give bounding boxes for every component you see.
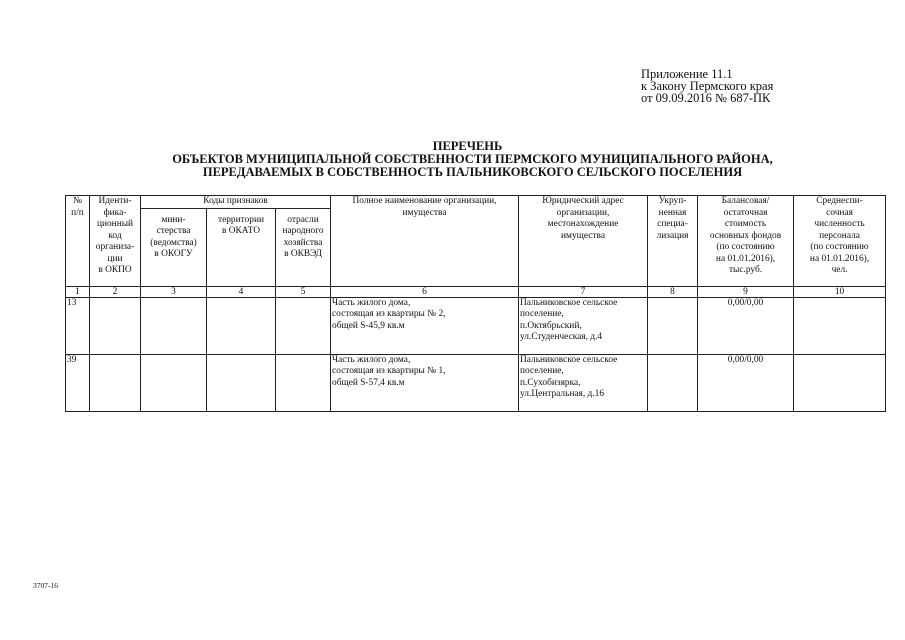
appendix-note <box>641 68 773 104</box>
title-line-1: ПЕРЕЧЕНЬ <box>432 139 503 153</box>
header-specialization: Укруп- ненная специа- лизация <box>648 196 698 287</box>
column-number: 1 <box>66 286 90 297</box>
header-okogu: мини- стерства (ведомства) в ОКОГУ <box>141 208 207 286</box>
table-row <box>66 354 886 411</box>
cell-address: Пальниковское сельское поселение, п.Октябрьский, ул.Студенческая, д.4 <box>519 297 648 354</box>
column-number: 5 <box>276 286 331 297</box>
header-name: Полное наименование организации, имущества <box>331 196 519 287</box>
row-number: 39 <box>66 354 90 411</box>
header-codes: Коды признаков <box>141 196 331 209</box>
column-number: 3 <box>141 286 207 297</box>
table-row <box>66 297 886 354</box>
cell-staff <box>794 297 886 354</box>
header-row-1 <box>66 196 886 209</box>
column-number: 4 <box>207 286 276 297</box>
cell-balance: 0,00/0,00 <box>698 297 794 354</box>
cell-specialization <box>648 297 698 354</box>
cell-okato <box>207 354 276 411</box>
cell-okogu <box>141 354 207 411</box>
column-number: 7 <box>519 286 648 297</box>
cell-name: Часть жилого дома, состоящая из квартиры № 1, общей S-57,4 кв.м <box>331 354 519 411</box>
cell-okpo <box>90 354 141 411</box>
cell-okpo <box>90 297 141 354</box>
header-balance: Балансовая/ остаточная стоимость основных фондов (по состоянию на 01.01.2016), тыс.руб. <box>698 196 794 287</box>
header-okved: отрасли народного хозяйства в ОКВЭД <box>276 208 331 286</box>
title-line-3: ПЕРЕДАВАЕМЫХ В СОБСТВЕННОСТЬ ПАЛЬНИКОВСКОГО СЕЛЬСКОГО ПОСЕЛЕНИЯ <box>202 165 743 179</box>
column-number: 8 <box>648 286 698 297</box>
cell-okato <box>207 297 276 354</box>
appendix-line-3: от 09.09.2016 № 687-ПК <box>641 91 771 105</box>
cell-name: Часть жилого дома, состоящая из квартиры № 2, общей S-45,9 кв.м <box>331 297 519 354</box>
header-staff: Среднеспи- сочная численность персонала (по состоянию на 01.01.2016), чел. <box>794 196 886 287</box>
column-number-row <box>66 286 886 297</box>
cell-okved <box>276 297 331 354</box>
document-title <box>0 140 905 179</box>
cell-balance: 0,00/0,00 <box>698 354 794 411</box>
header-okato: территории в ОКАТО <box>207 208 276 286</box>
cell-okogu <box>141 297 207 354</box>
column-number: 10 <box>794 286 886 297</box>
document-code: 3707-16 <box>33 581 58 590</box>
cell-okved <box>276 354 331 411</box>
appendix-line-2: к Закону Пермского края <box>641 79 774 93</box>
row-number: 13 <box>66 297 90 354</box>
column-number: 9 <box>698 286 794 297</box>
property-list-table <box>65 195 886 412</box>
cell-specialization <box>648 354 698 411</box>
header-num: № п/п <box>66 196 90 287</box>
header-okpo: Иденти- фика- ционный код организа- ции в ОКПО <box>90 196 141 287</box>
cell-address: Пальниковское сельское поселение, п.Сухобизярка, ул.Центральная, д.16 <box>519 354 648 411</box>
column-number: 2 <box>90 286 141 297</box>
column-number: 6 <box>331 286 519 297</box>
header-address: Юридический адрес организации, местонахождение имущества <box>519 196 648 287</box>
cell-staff <box>794 354 886 411</box>
appendix-line-1: Приложение 11.1 <box>641 67 733 81</box>
title-line-2: ОБЪЕКТОВ МУНИЦИПАЛЬНОЙ СОБСТВЕННОСТИ ПЕРМСКОГО МУНИЦИПАЛЬНОГО РАЙОНА, <box>172 152 773 166</box>
